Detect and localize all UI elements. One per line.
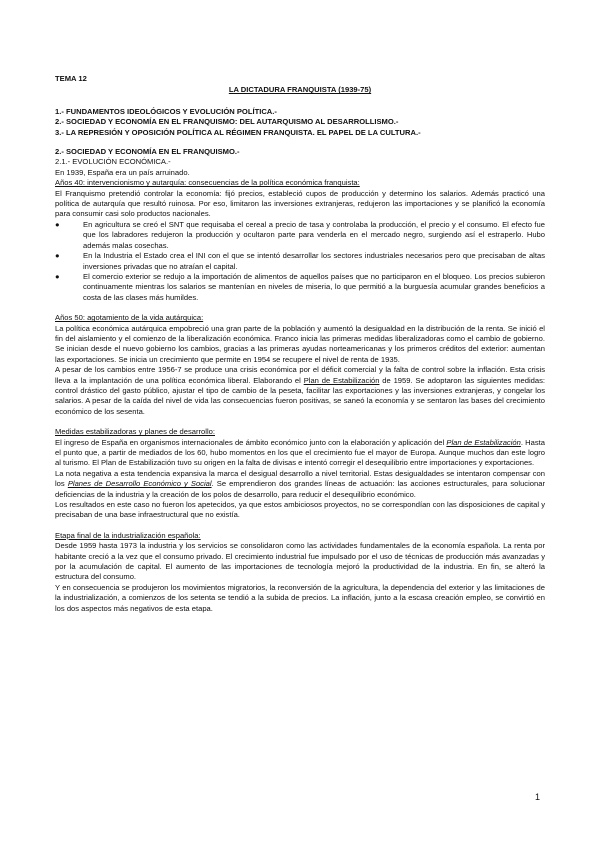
bullet-icon: ● bbox=[55, 251, 60, 261]
section-anos-40 bbox=[55, 178, 545, 303]
section-etapa-final bbox=[55, 531, 545, 614]
paragraph: Los resultados en este caso no fueron los apetecidos, ya que estos ambiciosos proyectos, no se correspondían con las disposiciones de capital y precisaban de una base infraestructural que no existía. bbox=[55, 500, 545, 520]
section-title: 2.- SOCIEDAD Y ECONOMÍA EN EL FRANQUISMO.- bbox=[55, 147, 240, 157]
paragraph: La nota negativa a esta tendencia expansiva la marca el desigual desarrollo a nivel territorial. Estas desigualdades se intentaron compensar con los Planes de Desarrollo Económico y Social. Se emprendieron dos grandes líneas de actuación: las acciones estructurales, para solucionar deficiencias de la industria y la creación de los polos de desarrollo, para reducir el desequilibrio económico. bbox=[55, 468, 545, 499]
document-title: LA DICTADURA FRANQUISTA (1939-75) bbox=[228, 85, 372, 95]
section-heading: Años 40: intervencionismo y autarquía: consecuencias de la política económica franquista: bbox=[55, 178, 360, 188]
section-medidas bbox=[55, 427, 545, 521]
bullet-item bbox=[55, 220, 545, 251]
plan-estabilizacion-link: Plan de Estabilización bbox=[446, 437, 521, 447]
intro-text: En 1939, España era un país arruinado. bbox=[55, 167, 190, 177]
bullet-text: En agricultura se creó el SNT que requisaba el cereal a precio de tasa y controlaba la producción, el precio y el consumo. El efecto fue que los labradores redujeron la producción y ocultaron parte para venderla en el mercado negro, surgiendo así el estraperlo. Hubo además malas cosechas. bbox=[83, 219, 545, 250]
paragraph: El ingreso de España en organismos internacionales de ámbito económico junto con la elaboración y aplicación del Plan de Estabilización. Hasta el punto que, a partir de mediados de los 60, hubo momentos en los que el crecimiento fue el mayor de Europa. Aunque muchos dan este logro al turismo. El Plan de Estabilización tuvo su origen en la falta de divisas e intentó corregir el desequilibrio entre importaciones y exportaciones. bbox=[55, 437, 545, 468]
paragraph: La política económica autárquica empobreció una gran parte de la población y aumentó la desigualdad en la distribución de la renta. Se inició el fin del aislamiento y el comienzo de la liberalización económica. Franco inicia las primeras medidas liberalizadoras como el cambio de gobierno. Se inician desde el nuevo gobierno los cambios, gracias a las primeras ayudas norteamericanas y los primeros créditos del exterior: aumentan las exportaciones. Se inicia un crecimiento que permite en 1954 se recupere el nivel de renta de 1935. bbox=[55, 323, 545, 364]
outline-item-3: 3.- LA REPRESIÓN Y OPOSICIÓN POLÍTICA AL RÉGIMEN FRANQUISTA. EL PAPEL DE LA CULTURA.- bbox=[55, 127, 421, 137]
section-anos-50 bbox=[55, 313, 545, 417]
section-heading: Etapa final de la industrialización española: bbox=[55, 530, 201, 540]
bullet-item bbox=[55, 251, 545, 272]
outline-item-2: 2.- SOCIEDAD Y ECONOMÍA EN EL FRANQUISMO: DEL AUTARQUISMO AL DESARROLLISMO.- bbox=[55, 117, 399, 127]
plan-estabilizacion-link: Plan de Estabilización bbox=[303, 375, 380, 385]
section-heading: Años 50: agotamiento de la vida autárquica: bbox=[55, 313, 204, 323]
subsection-title: 2.1.- EVOLUCIÓN ECONÓMICA.- bbox=[55, 157, 171, 167]
paragraph: Desde 1959 hasta 1973 la industria y los servicios se consolidaron como las actividades fundamentales de la economía española. La renta por habitante creció a la vez que el consumo privado. El crecimiento industrial fue impulsado por el uso de técnicas de producción más avanzadas y por la acumulación de capital. El aumento de las importaciones de tecnología mejoró la productividad de la industria. En fin, se alteró la estructura del consumo. bbox=[55, 541, 545, 582]
planes-desarrollo-link: Planes de Desarrollo Económico y Social bbox=[67, 479, 212, 489]
bullet-item bbox=[55, 272, 545, 303]
outline-item-1: 1.- FUNDAMENTOS IDEOLÓGICOS Y EVOLUCIÓN POLÍTICA.- bbox=[55, 106, 277, 116]
bullet-icon: ● bbox=[55, 219, 60, 229]
paragraph: Y en consecuencia se produjeron los movimientos migratorios, la reconversión de la agricultura, la dependencia del exterior y las limitaciones de la industrialización, a comienzos de los setenta se tendió a la subida de precios. La inflación, junto a la escasa creación empleo, se convirtió en los dos aspectos más negativos de esta etapa. bbox=[55, 582, 545, 613]
topic-outline bbox=[55, 107, 545, 138]
unit-label: TEMA 12 bbox=[55, 74, 87, 83]
paragraph: El Franquismo pretendió controlar la economía: fijó precios, estableció cupos de producción y determino los salarios. Además practicó una política de autarquía que resultó ruinosa. Por eso, limitaron las inversiones extranjeras, redujeron las importaciones y se planificó la economía para consumir casi solo productos nacionales. bbox=[55, 188, 545, 219]
bullet-icon: ● bbox=[55, 271, 60, 281]
bullet-text: En la Industria el Estado crea el INI con el que se intentó desarrollar los sectores industriales necesarios pero que precisaban de altas inversiones privadas que no atraían el capital. bbox=[83, 251, 545, 271]
page-number: 1 bbox=[534, 792, 540, 802]
document-page bbox=[55, 74, 545, 624]
paragraph: A pesar de los cambios entre 1956-7 se produce una crisis económica por el déficit comercial y la falta de control sobre la inflación. Esta crisis lleva a la implantación de una política económica liberal. Elaborando el Plan de Estabilización de 1959. Se adoptaron las siguientes medidas: control drástico del gasto público, ajustar el tipo de cambio de la peseta, facilitar las exportaciones y las inversiones extranjeras, y congelar los salarios. A pesar de la caída del nivel de vida las consecuencias fueron positivas, se saneó la economía y se sentaron las bases del crecimiento económico de los sesenta. bbox=[55, 365, 546, 416]
bullet-text: El comercio exterior se redujo a la importación de alimentos de aquellos países que no participaron en el bloqueo. Los precios subieron continuamente mientras los salarios se mantenían en niveles de miseria, lo que permitió a la burguesía acumular grandes beneficios a costa de las clases más humildes. bbox=[83, 271, 545, 302]
section-heading: Medidas estabilizadoras y planes de desarrollo: bbox=[55, 427, 215, 437]
